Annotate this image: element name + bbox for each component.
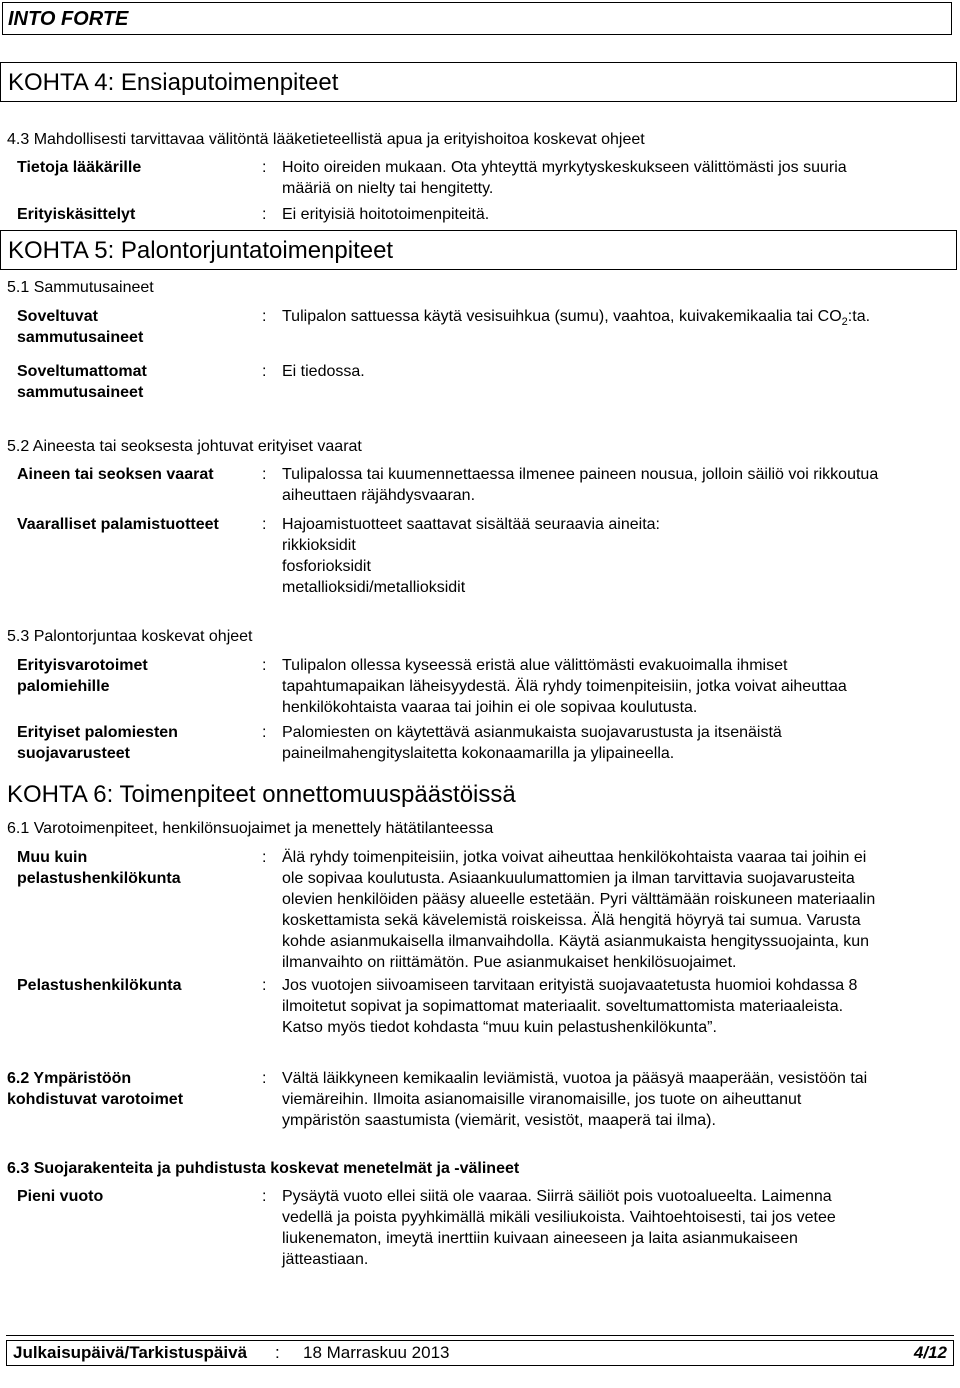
colon-separator: : (262, 849, 267, 866)
label-vaaralliset-palamistuotteet: Vaaralliset palamistuotteet (17, 516, 219, 533)
product-name: INTO FORTE (8, 8, 129, 30)
colon-separator: : (262, 1070, 267, 1087)
colon-separator: : (262, 363, 267, 380)
subsection-5-2: 5.2 Aineesta tai seoksesta johtuvat erityiset vaarat (7, 438, 362, 455)
section-6-title: KOHTA 6: Toimenpiteet onnettomuuspäästöissä (7, 781, 516, 808)
footer-date-label: Julkaisupäivä/Tarkistuspäivä (13, 1343, 248, 1362)
label-muu-kuin-pelastushenkilokunta: Muu kuin pelastushenkilökunta (17, 849, 181, 887)
colon-separator: : (262, 977, 267, 994)
section-4-title: KOHTA 4: Ensiaputoimenpiteet (8, 69, 339, 96)
label-aineen-vaarat: Aineen tai seoksen vaarat (17, 466, 214, 483)
label-tietoja-laakarille: Tietoja lääkärille (17, 159, 142, 176)
value-palomiesten-suojavarusteet: Palomiesten on käytettävä asianmukaista suojavarustusta ja itsenäistä paineilmahengityslaitetta kokonaamarilla ja ylipaineella. (282, 724, 782, 762)
page-number: 4/12 (913, 1343, 947, 1362)
value-muu-kuin-pelastushenkilokunta: Älä ryhdy toimenpiteisiin, jotka voivat aiheuttaa henkilökohtaista vaaraa tai joihin ei ole sopivaa koulutusta. Asiaankuulumattomien ja ilman tarvittavia suojavarusteita olevien henkilöiden pääsy alueelle estetään. Pyri välttämään roiskuneen materiaalin koskettamista sekä kävelemistä roiskeissa. Älä hengitä höyryä tai sumua. Varusta kohde asianmukaisella ilmanvaihdolla. Käytä asianmukaista hengityssuojainta, kun ilmanvaihto on riittämätön. Pue asianmukaiset henkilösuojaimet. (282, 849, 876, 971)
colon-separator: : (262, 308, 267, 325)
label-pelastushenkilokunta: Pelastushenkilökunta (17, 977, 182, 994)
colon-separator: : (262, 1188, 267, 1205)
footer-divider (6, 1335, 954, 1336)
footer-date-value: 18 Marraskuu 2013 (303, 1343, 450, 1362)
colon-separator: : (262, 516, 267, 533)
value-pieni-vuoto: Pysäytä vuoto ellei siitä ole vaaraa. Siirrä säiliöt pois vuotoalueelta. Laimenna vedellä ja poista pyyhkimällä mikäli vesiliukoista. Vaihtoehtoisesti, tai jos vetee liukenematon, imeytä inerttiin kuivaan aineeseen ja laita asianmukaiseen jätteastiaan. (282, 1188, 836, 1268)
subsection-6-1: 6.1 Varotoimenpiteet, henkilönsuojaimet ja menettely hätätilanteessa (7, 820, 494, 837)
subsection-5-1: 5.1 Sammutusaineet (7, 279, 154, 296)
label-ymparistoon-kohdistuvat-varotoimet: 6.2 Ympäristöön kohdistuvat varotoimet (7, 1070, 184, 1108)
label-pieni-vuoto: Pieni vuoto (17, 1188, 104, 1205)
value-aineen-vaarat: Tulipalossa tai kuumennettaessa ilmenee paineen nousua, jolloin säiliö voi rikkoutua aiheuttaen räjähdysvaaran. (282, 466, 879, 504)
label-palomiesten-suojavarusteet: Erityiset palomiesten suojavarusteet (17, 724, 178, 762)
footer-colon: : (275, 1343, 280, 1362)
section-5-title: KOHTA 5: Palontorjuntatoimenpiteet (8, 237, 394, 264)
value-ymparistoon-kohdistuvat-varotoimet: Vältä läikkyneen kemikaalin leviämistä, vuotoa ja pääsyä maaperään, vesistöön tai viemäreihin. Ilmoita asianomaisille viranomaisille, jos tuote on aiheuttanut ympäristön saastumista (viemärit, vesistöt, maaperä tai ilma). (282, 1070, 868, 1129)
label-soveltumattomat-sammutusaineet: Soveltumattomat sammutusaineet (17, 363, 147, 401)
label-erityisvarotoimet: Erityisvarotoimet palomiehille (17, 657, 148, 695)
colon-separator: : (262, 724, 267, 741)
colon-separator: : (262, 206, 267, 223)
section-5-heading (0, 230, 957, 270)
subsection-4-3: 4.3 Mahdollisesti tarvittavaa välitöntä lääketieteellistä apua ja erityishoitoa koskevat ohjeet (7, 131, 645, 148)
colon-separator: : (262, 159, 267, 176)
value-soveltumattomat-sammutusaineet: Ei tiedossa. (282, 363, 365, 380)
value-tietoja-laakarille: Hoito oireiden mukaan. Ota yhteyttä myrkytyskeskukseen välittömästi jos suuria määriä on nielty tai hengitetty. (282, 159, 847, 197)
value-pelastushenkilokunta: Jos vuotojen siivoamiseen tarvitaan erityistä suojavaatetusta huomioi kohdassa 8 ilmoitetut sopivat ja sopimattomat materiaalit. soveltumattomista materiaaleista. Katso myös tiedot kohdasta “muu kuin pelastushenkilökunta”. (282, 977, 858, 1036)
section-4-heading (0, 62, 957, 102)
value-erityiskasittelyt: Ei erityisiä hoitotoimenpiteitä. (282, 206, 490, 223)
document-header (2, 2, 952, 35)
colon-separator: : (262, 657, 267, 674)
label-erityiskasittelyt: Erityiskäsittelyt (17, 206, 136, 223)
label-soveltuvat-sammutusaineet: Soveltuvat sammutusaineet (17, 308, 144, 346)
colon-separator: : (262, 466, 267, 483)
value-erityisvarotoimet: Tulipalon ollessa kyseessä eristä alue välittömästi evakuoimalla ihmiset tapahtumapaikan läheisyydestä. Älä ryhdy toimenpiteisiin, jotka voivat aiheuttaa henkilökohtaista vaaraa tai joihin ei ole sopivaa koulutusta. (282, 657, 847, 716)
footer (6, 1340, 954, 1366)
value-soveltuvat-sammutusaineet: Tulipalon sattuessa käytä vesisuihkua (sumu), vaahtoa, kuivakemikaalia tai $CO_2:ta$. (282, 308, 871, 329)
subsection-5-3: 5.3 Palontorjuntaa koskevat ohjeet (7, 628, 253, 645)
subsection-6-3: 6.3 Suojarakenteita ja puhdistusta koskevat menetelmät ja -välineet (7, 1160, 520, 1177)
value-vaaralliset-palamistuotteet: Hajoamistuotteet saattavat sisältää seuraavia aineita: rikkioksidit fosforioksidit metallioksidi/metallioksidit (282, 516, 660, 596)
